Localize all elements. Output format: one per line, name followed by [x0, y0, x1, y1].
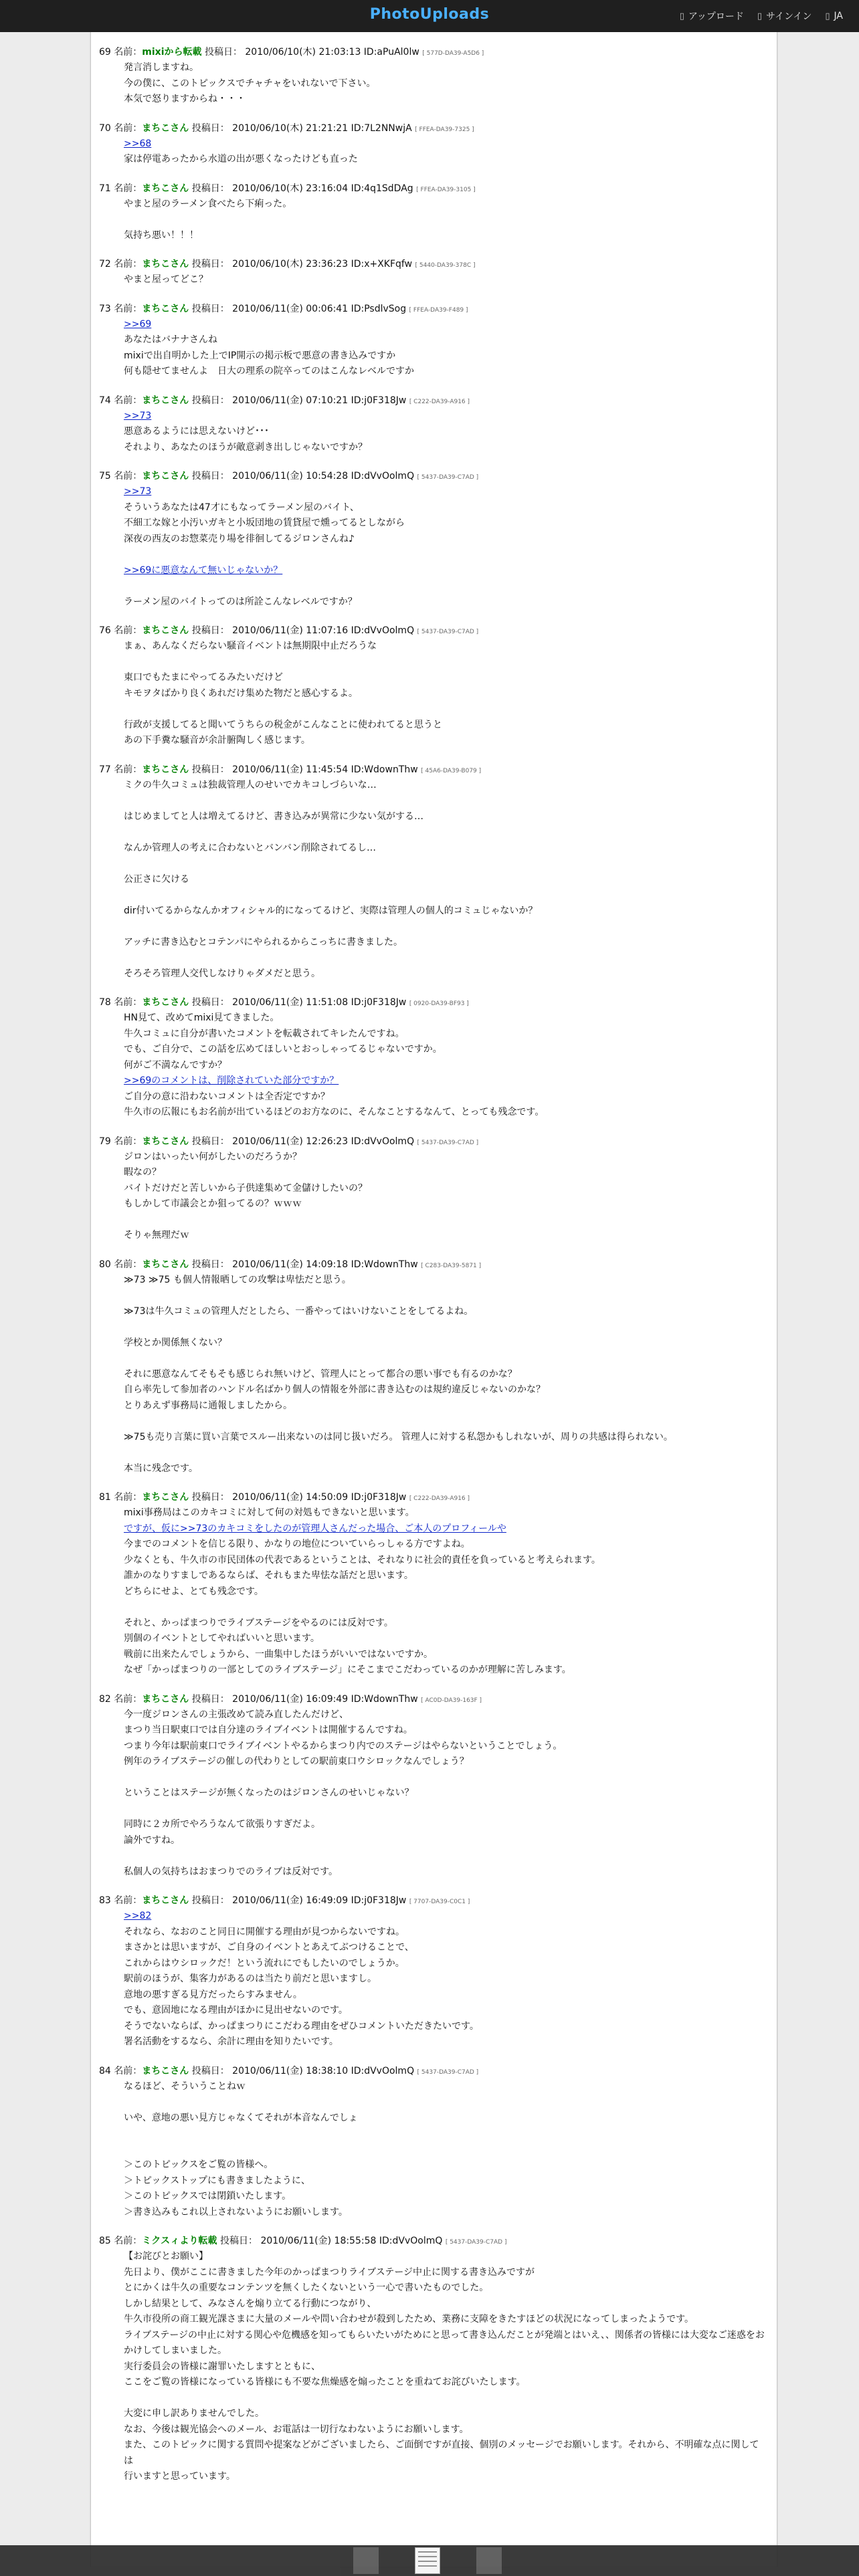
post-line: そういうあなたは47才にもなってラーメン屋のバイト、 [124, 502, 359, 513]
post-date-id: 投稿日： 2010/06/11(金) 11:07:16 ID:dVvOolmQ [191, 625, 415, 636]
post-line [124, 1212, 768, 1228]
post-line: なるほど、そういうことねｗ [124, 2080, 246, 2092]
post-body [124, 2079, 768, 2221]
top-nav-menu [680, 9, 843, 23]
post-date-id: 投稿日： 2010/06/11(金) 11:51:08 ID:j0F318Jw [191, 997, 407, 1008]
post-header [99, 257, 768, 272]
post-number: 76 [99, 625, 111, 636]
post-line: ＞このトピックスでは閉鎖いたします。 [124, 2191, 292, 2202]
post-line: ≫73は牛久コミュの管理人だとしたら、一番やってはいけないことをしてるよね。 [124, 1305, 474, 1317]
post-line: 本当に残念です。 [124, 1463, 198, 1474]
post-line: ミクの牛久コミュは独裁管理人のせいでカキコしづらいな… [124, 779, 377, 790]
thread-post [99, 394, 768, 456]
post-line: 大変に申し訳ありませんでした。 [124, 2408, 264, 2419]
post-header [99, 182, 768, 197]
post-body [124, 1505, 768, 1679]
post-name-label: 名前： [114, 303, 142, 314]
post-header [99, 1894, 768, 1909]
post-line [124, 1351, 768, 1367]
post-header [99, 763, 768, 778]
post-line: 署名活動をするなら、余計に理由を知りたいです。 [124, 2036, 339, 2047]
thread-post [99, 1135, 768, 1244]
post-line [124, 1288, 768, 1304]
post-line: 牛久市の広報にもお名前が出ているほどのお方なのに、そんなことするなんて、とっても残念です。 [124, 1107, 545, 1117]
post-header [99, 1258, 768, 1273]
post-body [124, 1707, 768, 1881]
post-line [124, 547, 768, 563]
post-line: ということはステージが無くなったのはジロンさんのせいじゃない？ [124, 1788, 414, 1798]
post-line [124, 1848, 768, 1864]
post-line: 発言消しますね。 [124, 62, 199, 73]
post-line: 例年のライブステージの催しの代わりとしての駅前東口ウシロックなんでしょう？ [124, 1756, 469, 1767]
post-name-label: 名前： [114, 183, 142, 194]
post-line: 実行委員会の皆様に謝罪いたしますとともに、 [124, 2361, 320, 2372]
post-line: 学校とか関係無くない？ [124, 1337, 227, 1348]
post-name-label: 名前： [114, 1693, 142, 1705]
post-line: あなたはバナナさんね [124, 334, 217, 345]
signin-label: サインイン [766, 11, 812, 22]
post-line: 牛久市役所の商工観光課さまに大量のメールや問い合わせが殺到したため、業務に支障をきたすほどの状況になってしまったようです。 [124, 2314, 694, 2325]
post-line: 悪意あるようには思えないけど･･･ [124, 426, 269, 437]
top-navigation-bar [0, 0, 859, 32]
poster-name: まちこさん [142, 1895, 189, 1906]
post-hash-tag: [ 5437-DA39-C7AD ] [417, 629, 479, 635]
post-line: ジロンはいったい何がしたいのだろうか？ [124, 1151, 302, 1162]
post-line: ＞このトピックスをご覧の皆様へ。 [124, 2159, 274, 2170]
post-body [124, 272, 768, 288]
thread-post [99, 257, 768, 288]
post-date-id: 投稿日： 2010/06/10(木) 23:36:23 ID:x+XKFqfw [191, 259, 413, 270]
post-line: やまと屋ってどこ？ [124, 274, 208, 285]
poster-name: まちこさん [142, 259, 189, 270]
thumbnail-strip [0, 2545, 859, 2576]
thread-post [99, 45, 768, 108]
post-hash-tag: [ 45A6-DA39-B079 ] [421, 767, 482, 774]
post-line [124, 1770, 768, 1786]
poster-name: まちこさん [142, 2065, 189, 2076]
post-body [124, 317, 768, 380]
post-line [124, 825, 768, 841]
post-line: ここをご覧の皆様になっている皆様にも不要な焦燥感を煽ったことを重ねてお詫びいたします。 [124, 2377, 526, 2387]
post-line [124, 2095, 768, 2111]
post-hash-tag: [ 0920-DA39-BF93 ] [409, 1000, 469, 1007]
user-icon: ▯ [757, 11, 763, 21]
poster-name: まちこさん [142, 1693, 189, 1705]
post-number: 72 [99, 259, 111, 270]
post-line: また、このトピックに関する質問や提案などがございましたら、ご面倒ですが直接、個別のメッセージでお願いします。それから、不明確な点に関しては [124, 2440, 759, 2466]
poster-name: まちこさん [142, 1492, 189, 1503]
signin-link[interactable] [757, 9, 812, 23]
thumbnail-prev[interactable] [353, 2547, 379, 2574]
post-line: アッチに書き込むとコテンパにやられるからこっちに書きました。 [124, 936, 403, 948]
globe-icon: ▯ [825, 11, 830, 21]
post-line: mixi事務局はこのカキコミに対して何の対処もできないと思います。 [124, 1507, 415, 1518]
post-number: 75 [99, 471, 111, 481]
thread-post [99, 624, 768, 749]
post-number: 84 [99, 2065, 111, 2076]
post-line: 公正さに欠ける [124, 873, 189, 885]
post-hash-tag: [ FFEA-DA39-F489 ] [409, 306, 468, 314]
post-line: でも、意固地になる理由がほかに見出せないのです。 [124, 2005, 348, 2016]
reply-anchor-link[interactable]: ですが、仮に>>73のカキコミをしたのが管理人さんだった場合、ご本人のプロフィールや [124, 1523, 506, 1534]
post-body [124, 2249, 768, 2485]
post-line: 意地の悪すぎる見方だったらすみません。 [124, 1989, 302, 2000]
post-line [124, 1600, 768, 1616]
post-line: 何も隠せてませんよ 日大の理系の院卒ってのはこんなレベルですか [124, 366, 414, 377]
thread-post [99, 1491, 768, 1679]
thumbnail-line [418, 2556, 437, 2557]
post-body [124, 778, 768, 982]
post-line: とりあえず事務局に通報しましたから。 [124, 1400, 292, 1411]
post-hash-tag: [ FFEA-DA39-7325 ] [415, 126, 474, 133]
post-date-id: 投稿日： 2010/06/11(金) 14:50:09 ID:j0F318Jw [191, 1492, 407, 1503]
post-number: 77 [99, 764, 111, 775]
reply-anchor-link[interactable]: >>69 [124, 318, 152, 330]
post-line: 先日より、僕がここに書きました今年のかっぱまつりライブステージ中止に関する書き込みですが [124, 2266, 535, 2278]
post-line: それより、あなたのほうが敵意剥き出しじゃないですか？ [124, 441, 367, 453]
post-line: それと、かっぱまつりでライブステージをやるのには反対です。 [124, 1617, 393, 1628]
thumbnail-line [418, 2565, 437, 2567]
poster-name: ミクスィより転載 [142, 2236, 217, 2246]
upload-link[interactable] [680, 9, 744, 23]
post-line: なぜ「かっぱまつりの一部としてのライブステージ」にそこまでこだわっているのかが理解に苦しみます。 [124, 1665, 571, 1675]
post-line [124, 856, 768, 872]
post-number: 85 [99, 2236, 111, 2246]
post-line: 同時に２カ所でやろうなんて欲張りすぎだよ。 [124, 1819, 320, 1830]
post-number: 73 [99, 303, 111, 314]
language-selector[interactable] [825, 9, 843, 23]
post-line: 家は停電あったから水道の出が悪くなったけども直った [124, 154, 358, 165]
post-line: 気持ち悪い！！！ [124, 229, 199, 241]
post-line: 不細工な嫁と小汚いガキと小坂団地の賃貸屋で燻ってるとしながら [124, 518, 405, 528]
thread-post [99, 122, 768, 168]
post-header [99, 122, 768, 136]
reply-anchor-link[interactable]: >>69に悪意なんて無いじゃないか？ [124, 564, 283, 576]
reply-anchor-link[interactable]: >>68 [124, 138, 152, 149]
post-header [99, 45, 768, 60]
post-body [124, 1150, 768, 1244]
post-name-label: 名前： [114, 997, 142, 1008]
post-name-label: 名前： [114, 625, 142, 636]
post-body [124, 1010, 768, 1121]
post-line: ＞書き込みもこれ以上されないようにお願いします。 [124, 2206, 348, 2218]
post-number: 70 [99, 122, 111, 134]
poster-name: まちこさん [142, 997, 189, 1008]
post-line: もしかして市議会とか狙ってるの？ｗｗｗ [124, 1198, 302, 1209]
post-line [124, 2126, 768, 2142]
post-body [124, 409, 768, 456]
post-header [99, 624, 768, 639]
post-name-label: 名前： [114, 471, 142, 481]
post-number: 78 [99, 997, 111, 1008]
thread-post [99, 1894, 768, 2050]
post-line: 行いますと思っています。 [124, 2471, 235, 2482]
post-body [124, 639, 768, 749]
post-hash-tag: [ C222-DA39-A916 ] [409, 398, 470, 405]
post-line: とにかくは牛久の重要なコンテンツを無くしたくないという一心で書いたものでした。 [124, 2282, 489, 2293]
post-body [124, 197, 768, 244]
reply-anchor-link[interactable]: >>82 [124, 1911, 152, 1921]
post-line: しかし結果として、みなさんを煽り立てる行動につながり、 [124, 2298, 377, 2309]
post-line: 駅前のほうが、集客力があるのは当たり前だと思いますし。 [124, 1973, 377, 1984]
thread-post [99, 469, 768, 610]
post-number: 83 [99, 1895, 111, 1906]
post-line: 論外ですね。 [124, 1834, 180, 1846]
post-number: 81 [99, 1492, 111, 1503]
post-line: はじめましてと人は増えてるけど、書き込みが異常に少ない気がする… [124, 811, 423, 822]
post-line: そうでないならば、かっぱまつりにこだわる理由をぜひコメントいただきたいです。 [124, 2020, 479, 2032]
reply-anchor-link[interactable]: >>69のコメントは、削除されていた部分ですか？ [124, 1075, 339, 1086]
post-line [124, 1445, 768, 1461]
post-number: 80 [99, 1259, 111, 1270]
post-line: 誰かのなりすましであるならば、それもまた卑怯な話だと思います。 [124, 1570, 413, 1581]
post-body [124, 1909, 768, 2050]
post-header [99, 1135, 768, 1150]
post-date-id: 投稿日： 2010/06/11(金) 14:09:18 ID:WdownThw [191, 1259, 418, 1270]
post-hash-tag: [ FFEA-DA39-3105 ] [416, 186, 476, 193]
thumbnail-current[interactable] [415, 2547, 440, 2574]
thread-post [99, 1693, 768, 1881]
post-header [99, 394, 768, 409]
post-line: 私個人の気持ちはおまつりでのライブは反対です。 [124, 1866, 339, 1877]
post-hash-tag: [ 577D-DA39-A5D6 ] [422, 50, 484, 57]
post-header [99, 996, 768, 1010]
post-body [124, 136, 768, 168]
post-line: そりゃ無理だｗ [124, 1230, 189, 1241]
post-date-id: 投稿日： 2010/06/11(金) 00:06:41 ID:PsdlvSog [191, 303, 407, 314]
poster-name: まちこさん [142, 395, 189, 406]
post-date-id: 投稿日： 2010/06/11(金) 11:45:54 ID:WdownThw [191, 764, 418, 775]
post-number: 79 [99, 1136, 111, 1147]
post-line: dir付いてるからなんかオフィシャル的になってるけど、実際は管理人の個人的コミュじゃないか？ [124, 905, 538, 916]
post-line: 本気で怒りますからね・・・ [124, 94, 246, 104]
post-date-id: 投稿日： 2010/06/11(金) 16:09:49 ID:WdownThw [191, 1693, 418, 1705]
thread-post [99, 996, 768, 1121]
post-line: 牛久コミュに自分が書いたコメントを転載されてキレたんですね。 [124, 1028, 405, 1039]
post-date-id: 投稿日： 2010/06/11(金) 07:10:21 ID:j0F318Jw [191, 395, 407, 406]
post-line: やまと屋のラーメン食べたら下痢った。 [124, 198, 292, 209]
poster-name: まちこさん [142, 471, 189, 481]
reply-anchor-link[interactable]: >>73 [124, 410, 152, 421]
post-line [124, 1802, 768, 1818]
poster-name: まちこさん [142, 625, 189, 636]
post-date-id: 投稿日： 2010/06/11(金) 12:26:23 ID:dVvOolmQ [191, 1136, 415, 1147]
post-line [124, 702, 768, 718]
post-line [124, 919, 768, 935]
post-name-label: 名前： [114, 395, 142, 406]
post-line: ＞トピックストップにも書きましたように、 [124, 2175, 310, 2186]
post-line: 今一度ジロンさんの主張改めて読み直したんだけど、 [124, 1709, 349, 1720]
post-line: ラーメン屋のバイトってのは所詮こんなレベルですか？ [124, 596, 357, 607]
post-date-id: 投稿日： 2010/06/10(木) 21:21:21 ID:7L2NNwjA [191, 122, 412, 134]
post-name-label: 名前： [114, 47, 142, 58]
post-line [124, 2142, 768, 2158]
post-header [99, 302, 768, 317]
post-line: mixiで出自明かした上でIP開示の掲示板で悪意の書き込みですか [124, 350, 396, 361]
post-name-label: 名前： [114, 764, 142, 775]
post-header [99, 2234, 768, 2249]
post-line: どちらにせよ、とても残念です。 [124, 1586, 264, 1597]
post-line: 少なくとも、牛久市の市民団体の代表であるということは、それなりに社会的責任を負っていると考えられます。 [124, 1554, 601, 1566]
poster-name: まちこさん [142, 122, 189, 134]
post-hash-tag: [ AC0D-DA39-163F ] [421, 1697, 482, 1704]
post-line: 今までのコメントを信じる限り、かなりの地位についていらっしゃる方ですよね。 [124, 1539, 470, 1549]
post-line [124, 1319, 768, 1335]
post-name-label: 名前： [114, 122, 142, 134]
post-number: 82 [99, 1693, 111, 1705]
thread-post [99, 302, 768, 380]
post-line [124, 2391, 768, 2407]
photo-viewer-document [90, 32, 777, 2567]
post-line [124, 1414, 768, 1430]
thumbnail-line [418, 2551, 437, 2553]
post-body [124, 1273, 768, 1477]
forum-thread [99, 45, 768, 2499]
post-line: ≫73 ≫75 も個人情報晒しての攻撃は卑怯だと思う。 [124, 1274, 351, 1285]
post-line: キモヲタばかり良くあれだけ集めた物だと感心するよ。 [124, 687, 358, 699]
post-hash-tag: [ 7707-DA39-C0C1 ] [409, 1899, 470, 1905]
post-line: なんか管理人の考えに合わないとバンバン削除されてるし… [124, 842, 377, 853]
post-line: まつり当日駅東口では自分達のライブイベントは開催するんですね。 [124, 1725, 413, 1735]
post-line: つまり今年は駅前東口でライブイベントやるからまつり内でのステージはやらないということでしょう。 [124, 1740, 563, 1751]
post-number: 69 [99, 47, 111, 58]
post-hash-tag: [ 5437-DA39-C7AD ] [417, 1139, 479, 1146]
upload-label: アップロード [688, 11, 744, 22]
post-line [124, 655, 768, 671]
post-header [99, 1491, 768, 1505]
poster-name: まちこさん [142, 303, 189, 314]
poster-name: mixiから転載 [142, 47, 202, 58]
post-line: 東口でもたまにやってるみたいだけど [124, 672, 283, 683]
post-hash-tag: [ 5437-DA39-C7AD ] [445, 2239, 507, 2246]
thread-post [99, 2064, 768, 2221]
post-name-label: 名前： [114, 1136, 142, 1147]
thumbnail-line [418, 2561, 437, 2562]
post-header [99, 2064, 768, 2079]
post-number: 74 [99, 395, 111, 406]
upload-icon: ▯ [679, 11, 684, 21]
post-line [124, 578, 768, 595]
post-line: 今の僕に、このトピックスでチャチャをいれないで下さい。 [124, 78, 376, 89]
post-line: ライブステージの中止に対する関心や危機感を知ってもらいたいがためにと思って書き込んだことが発端とはいえ、、関係者の皆様には大変なご迷惑をおかけしてしまいました。 [124, 2329, 765, 2356]
post-line: 行政が支援してると聞いてうちらの税金がこんなことに使われてると思うと [124, 719, 442, 730]
post-line: ≫75も売り言葉に買い言葉でスルー出来ないのは同じ扱いだろ。 管理人に対する私怨かもしれないが、周りの共感は得られない。 [124, 1431, 673, 1442]
post-line: それなら、なおのこと同日に開催する理由が見つからないですね。 [124, 1926, 405, 1937]
post-line: でも、ご自分で、この話を広めてほしいとおっしゃってるじゃないですか。 [124, 1044, 442, 1055]
post-line: 自ら率先して参加者のハンドル名ばかり個人の情報を外部に書き込むのは規約違反じゃないのかな？ [124, 1384, 545, 1395]
post-line: これからはウシロックだ！という流れにでもしたいのでしょうか。 [124, 1957, 405, 1969]
post-line: それに悪意なんてそもそも感じられ無いけど、管理人にとって都合の悪い事でも有るのかな？ [124, 1368, 517, 1380]
post-line [124, 887, 768, 903]
post-name-label: 名前： [114, 2065, 142, 2076]
post-line: そろそろ管理人交代しなけりゃダメだと思う。 [124, 968, 320, 979]
post-body [124, 484, 768, 610]
reply-anchor-link[interactable]: >>73 [124, 486, 152, 497]
post-hash-tag: [ 5440-DA39-378C ] [415, 262, 476, 269]
post-line [124, 793, 768, 809]
post-header [99, 469, 768, 484]
post-header [99, 1693, 768, 1707]
post-name-label: 名前： [114, 1259, 142, 1270]
post-line: 深夜の西友のお惣菜売り場を徘徊してるジロンさんね♪ [124, 533, 355, 544]
post-line: HN見て、改めてmixi見てきました。 [124, 1012, 280, 1023]
post-hash-tag: [ C222-DA39-A916 ] [409, 1495, 470, 1502]
post-date-id: 投稿日： 2010/06/11(金) 10:54:28 ID:dVvOolmQ [191, 471, 415, 481]
post-line: ご自分の意に沿わないコメントは全否定ですか？ [124, 1091, 330, 1102]
post-line: 何がご不満なんですか？ [124, 1059, 227, 1071]
post-line: バイトだけだと苦しいから子供達集めて金儲けしたいの？ [124, 1182, 367, 1194]
thread-post [99, 763, 768, 982]
post-date-id: 投稿日： 2010/06/11(金) 18:55:58 ID:dVvOolmQ [220, 2236, 443, 2246]
post-line [124, 950, 768, 966]
post-line: まさかとは思いますが、ご自身のイベントとあえてぶつけることで、 [124, 1942, 414, 1953]
thread-post [99, 182, 768, 244]
post-line: あの下手糞な騒音が余計腑陶しく感じます。 [124, 735, 310, 746]
post-line: いや、意地の悪い見方じゃなくてそれが本音なんでしょ [124, 2112, 358, 2123]
post-hash-tag: [ 5437-DA39-C7AD ] [417, 2068, 479, 2076]
post-line: まぁ、あんなくだらない騒音イベントは無期限中止だろうな [124, 641, 377, 651]
post-line: 別個のイベントとしてやればいいと思います。 [124, 1633, 320, 1644]
site-logo[interactable]: PhotoUploads [369, 6, 490, 23]
language-label: JA [834, 11, 843, 21]
thread-post [99, 1258, 768, 1477]
post-date-id: 投稿日： 2010/06/11(金) 18:38:10 ID:dVvOolmQ [191, 2065, 415, 2076]
post-line: 暇なの？ [124, 1167, 161, 1178]
post-date-id: 投稿日： 2010/06/11(金) 16:49:09 ID:j0F318Jw [191, 1895, 407, 1906]
post-number: 71 [99, 183, 111, 194]
post-line: なお、今後は観光協会へのメール、お電話は一切行なわないようにお願いします。 [124, 2424, 469, 2435]
post-name-label: 名前： [114, 2236, 142, 2246]
thread-post [99, 2234, 768, 2485]
post-body [124, 60, 768, 108]
post-line [124, 212, 768, 228]
poster-name: まちこさん [142, 1136, 189, 1147]
poster-name: まちこさん [142, 764, 189, 775]
poster-name: まちこさん [142, 183, 189, 194]
post-name-label: 名前： [114, 259, 142, 270]
post-line: 【お詫びとお願い】 [124, 2251, 208, 2262]
post-date-id: 投稿日： 2010/06/10(木) 21:03:13 ID:aPuAl0lw [204, 47, 419, 58]
post-name-label: 名前： [114, 1895, 142, 1906]
post-line: 戦前に出来たんでしょうから、一曲集中したほうがいいではないですか。 [124, 1648, 433, 1660]
post-hash-tag: [ 5437-DA39-C7AD ] [417, 474, 479, 481]
thumbnail-next[interactable] [476, 2547, 502, 2574]
post-date-id: 投稿日： 2010/06/10(木) 23:16:04 ID:4q1SdDAg [191, 183, 413, 194]
poster-name: まちこさん [142, 1259, 189, 1270]
post-name-label: 名前： [114, 1492, 142, 1503]
post-hash-tag: [ C283-DA39-5871 ] [421, 1262, 482, 1269]
